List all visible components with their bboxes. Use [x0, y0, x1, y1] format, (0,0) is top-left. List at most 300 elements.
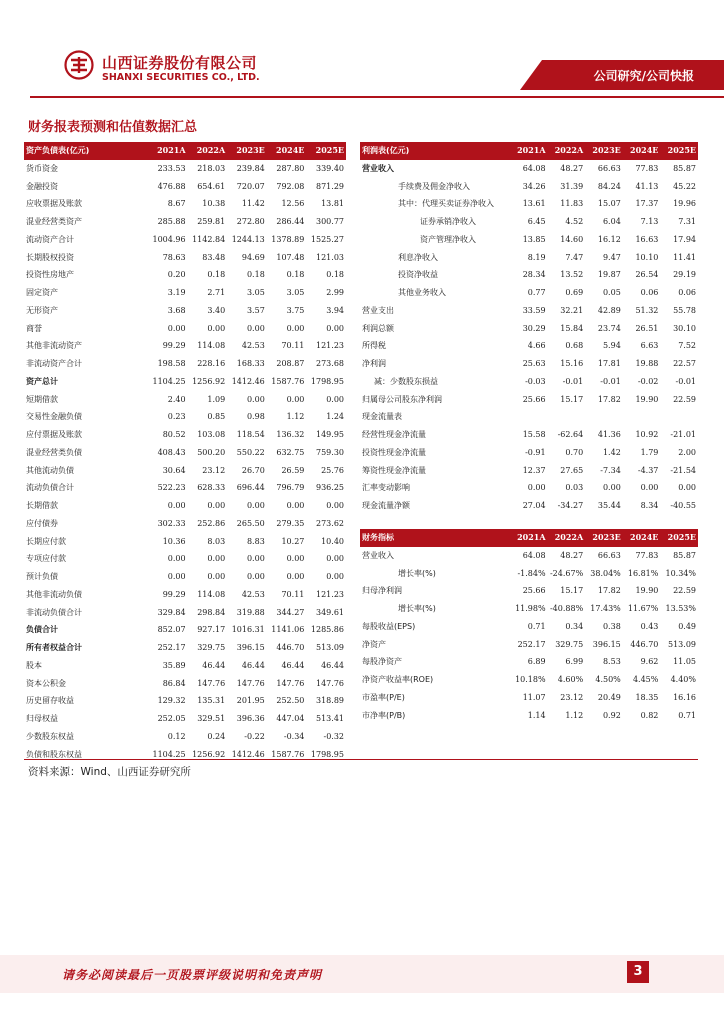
balance-sheet-cell: 8.83 [246, 536, 265, 546]
balance-sheet-cell: 259.81 [197, 217, 226, 226]
balance-sheet-row-label: 负债合计 [26, 625, 58, 635]
balance-sheet-cell: 46.44 [202, 660, 226, 670]
income-statement-cell: 14.60 [560, 234, 584, 244]
financial-indicators-cell: 4.60% [557, 675, 584, 684]
balance-sheet-cell: 26.70 [241, 465, 265, 475]
balance-sheet-cell: 796.79 [276, 483, 305, 493]
balance-sheet-cell: 0.18 [207, 270, 226, 280]
income-statement-row-label: 投资性现金净流量 [362, 447, 426, 457]
balance-sheet-header-cell: 2021A [148, 142, 188, 160]
balance-sheet-cell: 252.17 [157, 643, 186, 652]
financial-indicators-cell: 4.40% [670, 675, 696, 684]
balance-sheet-row [24, 160, 346, 178]
balance-sheet-row-label: 其他非流动资产 [26, 341, 82, 351]
income-statement-cell: -40.55 [670, 501, 696, 510]
balance-sheet-row [24, 426, 346, 444]
balance-sheet-row-label: 金融投资 [26, 181, 58, 191]
balance-sheet-cell: 550.22 [236, 447, 265, 457]
balance-sheet-cell: 99.29 [162, 589, 186, 599]
balance-sheet-cell: 13.81 [321, 199, 344, 209]
income-statement-cell: 0.69 [565, 288, 584, 297]
balance-sheet-cell: 80.52 [162, 430, 186, 439]
financial-indicators-row-label: 净资产收益率(ROE) [362, 675, 434, 684]
balance-sheet-row-label: 其他非流动负债 [26, 589, 82, 599]
income-statement-cell: 17.37 [635, 199, 659, 209]
financial-indicators-row [360, 565, 698, 583]
header-divider [30, 96, 724, 98]
income-statement-cell: 12.37 [522, 465, 546, 475]
balance-sheet-cell: 513.09 [316, 643, 344, 652]
balance-sheet-row [24, 408, 346, 426]
balance-sheet-cell: 852.07 [157, 625, 186, 635]
balance-sheet-row [24, 249, 346, 267]
income-statement-cell: 0.70 [565, 447, 584, 457]
financial-indicators-cell: -24.67% [549, 568, 584, 578]
financial-indicators-cell: 4.50% [595, 675, 621, 684]
balance-sheet-cell: 129.32 [157, 696, 186, 706]
balance-sheet-cell: 273.62 [316, 518, 344, 528]
income-statement-cell: 13.61 [522, 199, 546, 209]
financial-indicators-row-label: 每股收益(EPS) [362, 621, 416, 631]
income-statement-row [360, 462, 698, 480]
balance-sheet-cell: 628.33 [197, 483, 226, 493]
balance-sheet-row-label: 少数股东权益 [26, 731, 74, 741]
balance-sheet-cell: 0.24 [207, 731, 226, 741]
balance-sheet-cell: 1.24 [326, 412, 344, 422]
balance-sheet-cell: 0.00 [286, 501, 305, 510]
balance-sheet-cell: 1412.46 [231, 749, 265, 759]
balance-sheet-row-label: 资产总计 [26, 376, 58, 386]
balance-sheet-cell: 8.67 [167, 199, 186, 209]
income-statement-row [360, 373, 698, 391]
income-statement-row [360, 320, 698, 338]
income-statement-cell: -21.54 [670, 465, 696, 475]
income-statement-header-row [360, 142, 698, 160]
income-statement-row [360, 497, 698, 515]
balance-sheet-cell: 0.00 [207, 572, 226, 581]
balance-sheet-cell: 121.03 [316, 252, 344, 262]
balance-sheet-cell: 168.33 [236, 359, 265, 368]
balance-sheet-cell: 298.84 [197, 607, 226, 617]
balance-sheet-table [24, 142, 346, 763]
balance-sheet-cell: 476.88 [157, 181, 186, 191]
financial-indicators-header-cell: 2022A [548, 529, 586, 547]
financial-indicators-row-label: 净资产 [362, 639, 386, 649]
income-statement-cell: 25.66 [522, 394, 546, 404]
income-statement-cell: 15.84 [560, 323, 584, 333]
income-statement-row [360, 195, 698, 213]
income-statement-cell: -34.27 [557, 501, 584, 510]
income-statement-row-label: 归属母公司股东净利润 [362, 394, 442, 404]
balance-sheet-cell: 30.64 [162, 465, 186, 475]
balance-sheet-cell: 121.23 [316, 341, 344, 351]
income-statement-row-label: 手续费及佣金净收入 [398, 181, 470, 191]
income-statement-cell: 23.74 [597, 323, 621, 333]
balance-sheet-cell: 3.40 [207, 305, 226, 315]
balance-sheet-row [24, 497, 346, 515]
balance-sheet-cell: 1004.96 [152, 234, 186, 244]
income-statement-cell: 85.87 [673, 163, 696, 173]
income-statement-cell: 7.31 [678, 217, 696, 226]
income-statement-cell: 0.00 [602, 483, 621, 493]
income-statement-cell: 8.34 [640, 501, 659, 510]
balance-sheet-cell: 285.88 [157, 217, 186, 226]
financial-indicators-cell: 0.82 [640, 710, 659, 720]
financial-indicators-cell: 6.99 [565, 657, 584, 667]
income-statement-cell: 0.00 [527, 483, 546, 493]
balance-sheet-row-label: 其他流动负债 [26, 465, 74, 475]
balance-sheet-cell: 114.08 [197, 589, 226, 599]
balance-sheet-row [24, 604, 346, 622]
income-statement-cell [548, 408, 586, 426]
income-statement-row-label: 资产管理净收入 [420, 234, 476, 244]
balance-sheet-cell: 792.08 [276, 181, 305, 191]
income-statement-header-cell: 2025E [660, 142, 698, 160]
balance-sheet-cell: 0.00 [167, 572, 186, 581]
income-statement-cell: -0.01 [675, 376, 696, 386]
income-statement-cell: 11.83 [560, 199, 584, 209]
balance-sheet-cell: 0.00 [167, 554, 186, 564]
financial-indicators-cell: 22.59 [673, 586, 696, 596]
balance-sheet-cell: 78.63 [162, 252, 186, 262]
income-statement-cell: 4.52 [565, 217, 584, 226]
balance-sheet-row [24, 337, 346, 355]
balance-sheet-cell: 0.98 [246, 412, 265, 422]
balance-sheet-cell: 218.03 [197, 163, 226, 173]
balance-sheet-cell: 198.58 [157, 359, 186, 368]
income-statement-cell: 42.89 [597, 305, 621, 315]
financial-indicators-row-label: 每股净资产 [362, 657, 402, 667]
balance-sheet-row-label: 短期借款 [26, 394, 58, 404]
income-statement-cell: 27.65 [560, 465, 584, 475]
balance-sheet-cell: 208.87 [276, 359, 305, 368]
income-statement-cell: 6.45 [527, 217, 546, 226]
balance-sheet-cell: 83.48 [202, 252, 226, 262]
financial-indicators-cell: 10.34% [665, 568, 696, 578]
balance-sheet-cell: 121.23 [316, 589, 344, 599]
balance-sheet-cell: 0.18 [246, 270, 265, 280]
balance-sheet-cell: 99.29 [162, 341, 186, 351]
balance-sheet-cell: 42.53 [241, 589, 265, 599]
balance-sheet-row [24, 586, 346, 604]
balance-sheet-cell: 3.94 [326, 305, 344, 315]
income-statement-row-label: 其中：代理买卖证券净收入 [398, 199, 494, 209]
financial-indicators-cell: 9.62 [640, 657, 659, 667]
income-statement-cell: 7.47 [565, 252, 584, 262]
balance-sheet-cell: 0.00 [246, 394, 265, 404]
income-statement-cell: 30.10 [673, 323, 696, 333]
balance-sheet-row-label: 应付债券 [26, 518, 58, 528]
balance-sheet-row [24, 391, 346, 409]
financial-indicators-row-label: 营业收入 [362, 550, 394, 560]
financial-indicators-table [360, 529, 698, 724]
balance-sheet-row-label: 流动负债合计 [26, 483, 74, 493]
balance-sheet-cell: 70.11 [281, 341, 305, 351]
income-statement-cell: 13.52 [560, 270, 584, 280]
financial-indicators-cell: 252.17 [517, 639, 546, 649]
income-statement-row-label: 所得税 [362, 341, 386, 351]
balance-sheet-cell: 396.36 [236, 714, 265, 723]
balance-sheet-cell: 318.89 [316, 696, 344, 706]
balance-sheet-cell: 329.75 [197, 643, 226, 652]
balance-sheet-row-label: 固定资产 [26, 288, 58, 297]
balance-sheet-cell: 228.16 [197, 359, 226, 368]
financial-indicators-cell: 0.71 [527, 621, 546, 631]
income-statement-row [360, 160, 698, 178]
income-statement-cell: 45.22 [673, 181, 696, 191]
financial-indicators-cell: 0.92 [602, 710, 621, 720]
financial-indicators-cell: 0.71 [678, 710, 696, 720]
income-statement-header-cell: 2023E [585, 142, 623, 160]
balance-sheet-cell: 1378.89 [271, 234, 305, 244]
financial-indicators-cell: 6.89 [527, 657, 546, 667]
balance-sheet-cell: 2.99 [326, 288, 344, 297]
income-statement-cell: 0.03 [565, 483, 584, 493]
income-statement-row-label: 营业收入 [362, 163, 394, 173]
balance-sheet-header-cell: 2022A [188, 142, 228, 160]
balance-sheet-cell: 396.15 [236, 643, 265, 652]
balance-sheet-cell: 149.95 [316, 430, 344, 439]
balance-sheet-cell: 3.05 [246, 288, 265, 297]
balance-sheet-cell: 94.69 [241, 252, 265, 262]
balance-sheet-cell: 233.53 [157, 163, 186, 173]
income-statement-cell: 17.82 [597, 394, 621, 404]
balance-sheet-cell: 329.84 [157, 607, 186, 617]
balance-sheet-cell: 0.00 [246, 572, 265, 581]
income-statement-cell: 33.59 [522, 305, 546, 315]
report-section-label: 公司研究/公司快报 [593, 69, 694, 83]
financial-indicators-row [360, 600, 698, 618]
balance-sheet-cell: 1285.86 [310, 625, 344, 635]
income-statement-row-label: 其他业务收入 [398, 288, 446, 297]
balance-sheet-cell: 286.44 [276, 217, 305, 226]
income-statement-cell: 25.63 [522, 359, 546, 368]
balance-sheet-cell: 871.29 [316, 181, 344, 191]
balance-sheet-cell: 46.44 [241, 660, 265, 670]
balance-sheet-cell: 0.00 [246, 323, 265, 333]
balance-sheet-cell: 147.76 [197, 678, 226, 688]
income-statement-cell: 84.24 [597, 181, 621, 191]
income-statement-cell: 19.88 [635, 359, 659, 368]
financial-indicators-header-row [360, 529, 698, 547]
balance-sheet-row-label: 流动资产合计 [26, 234, 74, 244]
balance-sheet-cell: 936.25 [316, 483, 344, 493]
financial-indicators-cell: 11.07 [522, 692, 546, 702]
financial-indicators-cell: 0.34 [565, 621, 584, 631]
balance-sheet-cell: 0.00 [207, 323, 226, 333]
income-statement-row [360, 444, 698, 462]
balance-sheet-cell: 0.23 [167, 412, 186, 422]
balance-sheet-cell: 70.11 [281, 589, 305, 599]
balance-sheet-cell: 0.00 [286, 394, 305, 404]
balance-sheet-cell: 1141.06 [271, 625, 305, 635]
income-statement-row-label: 投资净收益 [398, 270, 438, 280]
balance-sheet-cell: 147.76 [276, 678, 305, 688]
income-statement-cell: 28.34 [522, 270, 546, 280]
balance-sheet-cell: 118.54 [236, 430, 265, 439]
financial-indicators-cell: 1.12 [565, 710, 584, 720]
balance-sheet-cell: 0.00 [326, 323, 344, 333]
income-statement-cell: 64.08 [522, 163, 546, 173]
income-statement-cell [660, 408, 698, 426]
financial-indicators-row-label: 归母净利润 [362, 586, 402, 596]
balance-sheet-cell: 302.33 [157, 518, 186, 528]
balance-sheet-cell: 103.08 [197, 430, 226, 439]
company-name-cn: 山西证券股份有限公司 [102, 54, 258, 72]
balance-sheet-cell: 696.44 [236, 483, 265, 493]
balance-sheet-row [24, 639, 346, 657]
balance-sheet-cell: 23.12 [202, 465, 226, 475]
income-statement-cell: -21.01 [670, 430, 696, 439]
balance-sheet-row [24, 178, 346, 196]
income-statement-cell: 26.54 [635, 270, 659, 280]
balance-sheet-cell: 1256.92 [192, 749, 226, 759]
balance-sheet-cell: 10.40 [321, 536, 344, 546]
balance-sheet-cell: 147.76 [316, 678, 344, 688]
balance-sheet-cell: 10.36 [162, 536, 186, 546]
balance-sheet-cell: 25.76 [321, 465, 344, 475]
balance-sheet-cell: 1016.31 [231, 625, 265, 635]
income-statement-header-cell: 利润表(亿元) [360, 142, 510, 160]
balance-sheet-cell: 349.61 [316, 607, 344, 617]
balance-sheet-cell: 0.00 [326, 572, 344, 581]
income-statement-row-label: 现金流量表 [362, 412, 402, 422]
financial-indicators-row [360, 636, 698, 654]
financial-indicators-cell: 513.09 [668, 639, 696, 649]
balance-sheet-cell: 654.61 [197, 181, 226, 191]
balance-sheet-cell: 46.44 [281, 660, 305, 670]
income-statement-cell: 0.06 [678, 288, 696, 297]
income-statement-cell: 26.51 [635, 323, 659, 333]
balance-sheet-row [24, 302, 346, 320]
balance-sheet-row-label: 应收票据及账款 [26, 199, 82, 209]
income-statement-row [360, 408, 698, 426]
income-statement-cell: 41.13 [635, 181, 659, 191]
balance-sheet-cell: 3.68 [167, 305, 186, 315]
balance-sheet-cell: 1244.13 [231, 234, 265, 244]
income-statement-cell: 15.17 [560, 394, 584, 404]
income-statement-cell: 15.16 [560, 359, 584, 368]
balance-sheet-row-label: 资本公积金 [26, 678, 66, 688]
financial-indicators-cell: 8.53 [602, 657, 621, 667]
balance-sheet-cell: 408.43 [157, 447, 186, 457]
financial-indicators-cell: 25.66 [522, 586, 546, 596]
income-statement-cell: 17.81 [597, 359, 621, 368]
balance-sheet-cell: 513.41 [316, 714, 344, 723]
income-statement-cell: 15.58 [522, 430, 546, 439]
income-statement-cell: -0.01 [600, 376, 621, 386]
balance-sheet-row [24, 266, 346, 284]
income-statement-cell: 1.42 [602, 447, 621, 457]
financial-indicators-header-cell: 2023E [585, 529, 623, 547]
income-statement-cell: 6.04 [602, 217, 621, 226]
income-statement-cell: 16.63 [635, 234, 659, 244]
income-statement-row-label: 经营性现金净流量 [362, 430, 426, 439]
balance-sheet-cell: 1798.95 [310, 376, 344, 386]
income-statement-cell: 31.39 [560, 181, 584, 191]
balance-sheet-row-label: 非流动资产合计 [26, 359, 82, 368]
balance-sheet-cell: 3.19 [167, 288, 186, 297]
balance-sheet-cell: 1256.92 [192, 376, 226, 386]
income-statement-cell: 15.07 [597, 199, 621, 209]
balance-sheet-row-label: 交易性金融负债 [26, 412, 82, 422]
income-statement-cell: -4.37 [637, 465, 659, 475]
balance-sheet-cell: 632.75 [276, 447, 305, 457]
balance-sheet-cell: 0.00 [207, 554, 226, 564]
balance-sheet-cell: 35.89 [162, 660, 186, 670]
balance-sheet-row [24, 213, 346, 231]
income-statement-cell [510, 408, 548, 426]
balance-sheet-cell: 252.05 [157, 714, 186, 723]
income-statement-cell: 0.05 [602, 288, 621, 297]
income-statement-row [360, 479, 698, 497]
footer-disclaimer: 请务必阅读最后一页股票评级说明和免责声明 [62, 968, 323, 982]
balance-sheet-row-label: 混业经营类资产 [26, 217, 82, 226]
balance-sheet-cell: 1104.25 [152, 376, 186, 386]
balance-sheet-cell: 8.03 [207, 536, 226, 546]
income-statement-cell: 0.00 [678, 483, 696, 493]
balance-sheet-cell: 446.70 [276, 643, 305, 652]
financial-indicators-row [360, 547, 698, 565]
financial-indicators-cell: 16.81% [627, 568, 659, 578]
balance-sheet-row [24, 195, 346, 213]
income-statement-cell: 41.36 [597, 430, 621, 439]
income-statement-cell: 4.66 [527, 341, 546, 351]
balance-sheet-cell: 201.95 [236, 696, 265, 706]
financial-indicators-cell: 64.08 [522, 550, 546, 560]
income-statement-cell: 0.77 [527, 288, 546, 297]
balance-sheet-row [24, 746, 346, 764]
balance-sheet-cell: 273.68 [316, 359, 344, 368]
balance-sheet-cell: 3.57 [246, 305, 265, 315]
balance-sheet-row [24, 515, 346, 533]
income-statement-cell [623, 408, 661, 426]
income-statement-cell: 0.06 [640, 288, 659, 297]
balance-sheet-cell: 522.23 [157, 483, 186, 493]
income-statement-cell: 32.21 [560, 305, 584, 315]
balance-sheet-row [24, 621, 346, 639]
balance-sheet-cell: 3.05 [286, 288, 305, 297]
balance-sheet-row-label: 长期股权投资 [26, 252, 74, 262]
income-statement-cell: -0.91 [525, 447, 546, 457]
balance-sheet-cell: -0.22 [244, 731, 265, 741]
financial-indicators-cell: 11.67% [627, 604, 659, 613]
financial-indicators-row [360, 671, 698, 689]
balance-sheet-cell: 239.84 [236, 163, 265, 173]
financial-indicators-row-label: 增长率(%) [398, 604, 436, 613]
income-statement-cell: 10.10 [635, 252, 659, 262]
financial-indicators-header-cell: 2024E [623, 529, 661, 547]
balance-sheet-cell: 3.75 [286, 305, 305, 315]
balance-sheet-cell: 1412.46 [231, 376, 265, 386]
source-note: 资料来源：Wind、山西证券研究所 [28, 766, 191, 778]
balance-sheet-cell: 287.80 [276, 163, 305, 173]
balance-sheet-cell: 500.20 [197, 447, 226, 457]
income-statement-row-label: 汇率变动影响 [362, 483, 410, 493]
income-statement-cell: 19.87 [597, 270, 621, 280]
financial-indicators-cell: 0.49 [678, 621, 696, 631]
balance-sheet-cell: 12.56 [281, 199, 305, 209]
balance-sheet-cell: 2.71 [207, 288, 226, 297]
income-statement-row-label: 证券承销净收入 [420, 217, 476, 226]
balance-sheet-cell: 147.76 [236, 678, 265, 688]
balance-sheet-cell: 339.40 [316, 163, 344, 173]
income-statement-row [360, 231, 698, 249]
balance-sheet-cell: 1142.84 [192, 234, 226, 244]
balance-sheet-cell: 0.18 [286, 270, 305, 280]
balance-sheet-row [24, 568, 346, 586]
income-statement-cell: 10.92 [635, 430, 659, 439]
